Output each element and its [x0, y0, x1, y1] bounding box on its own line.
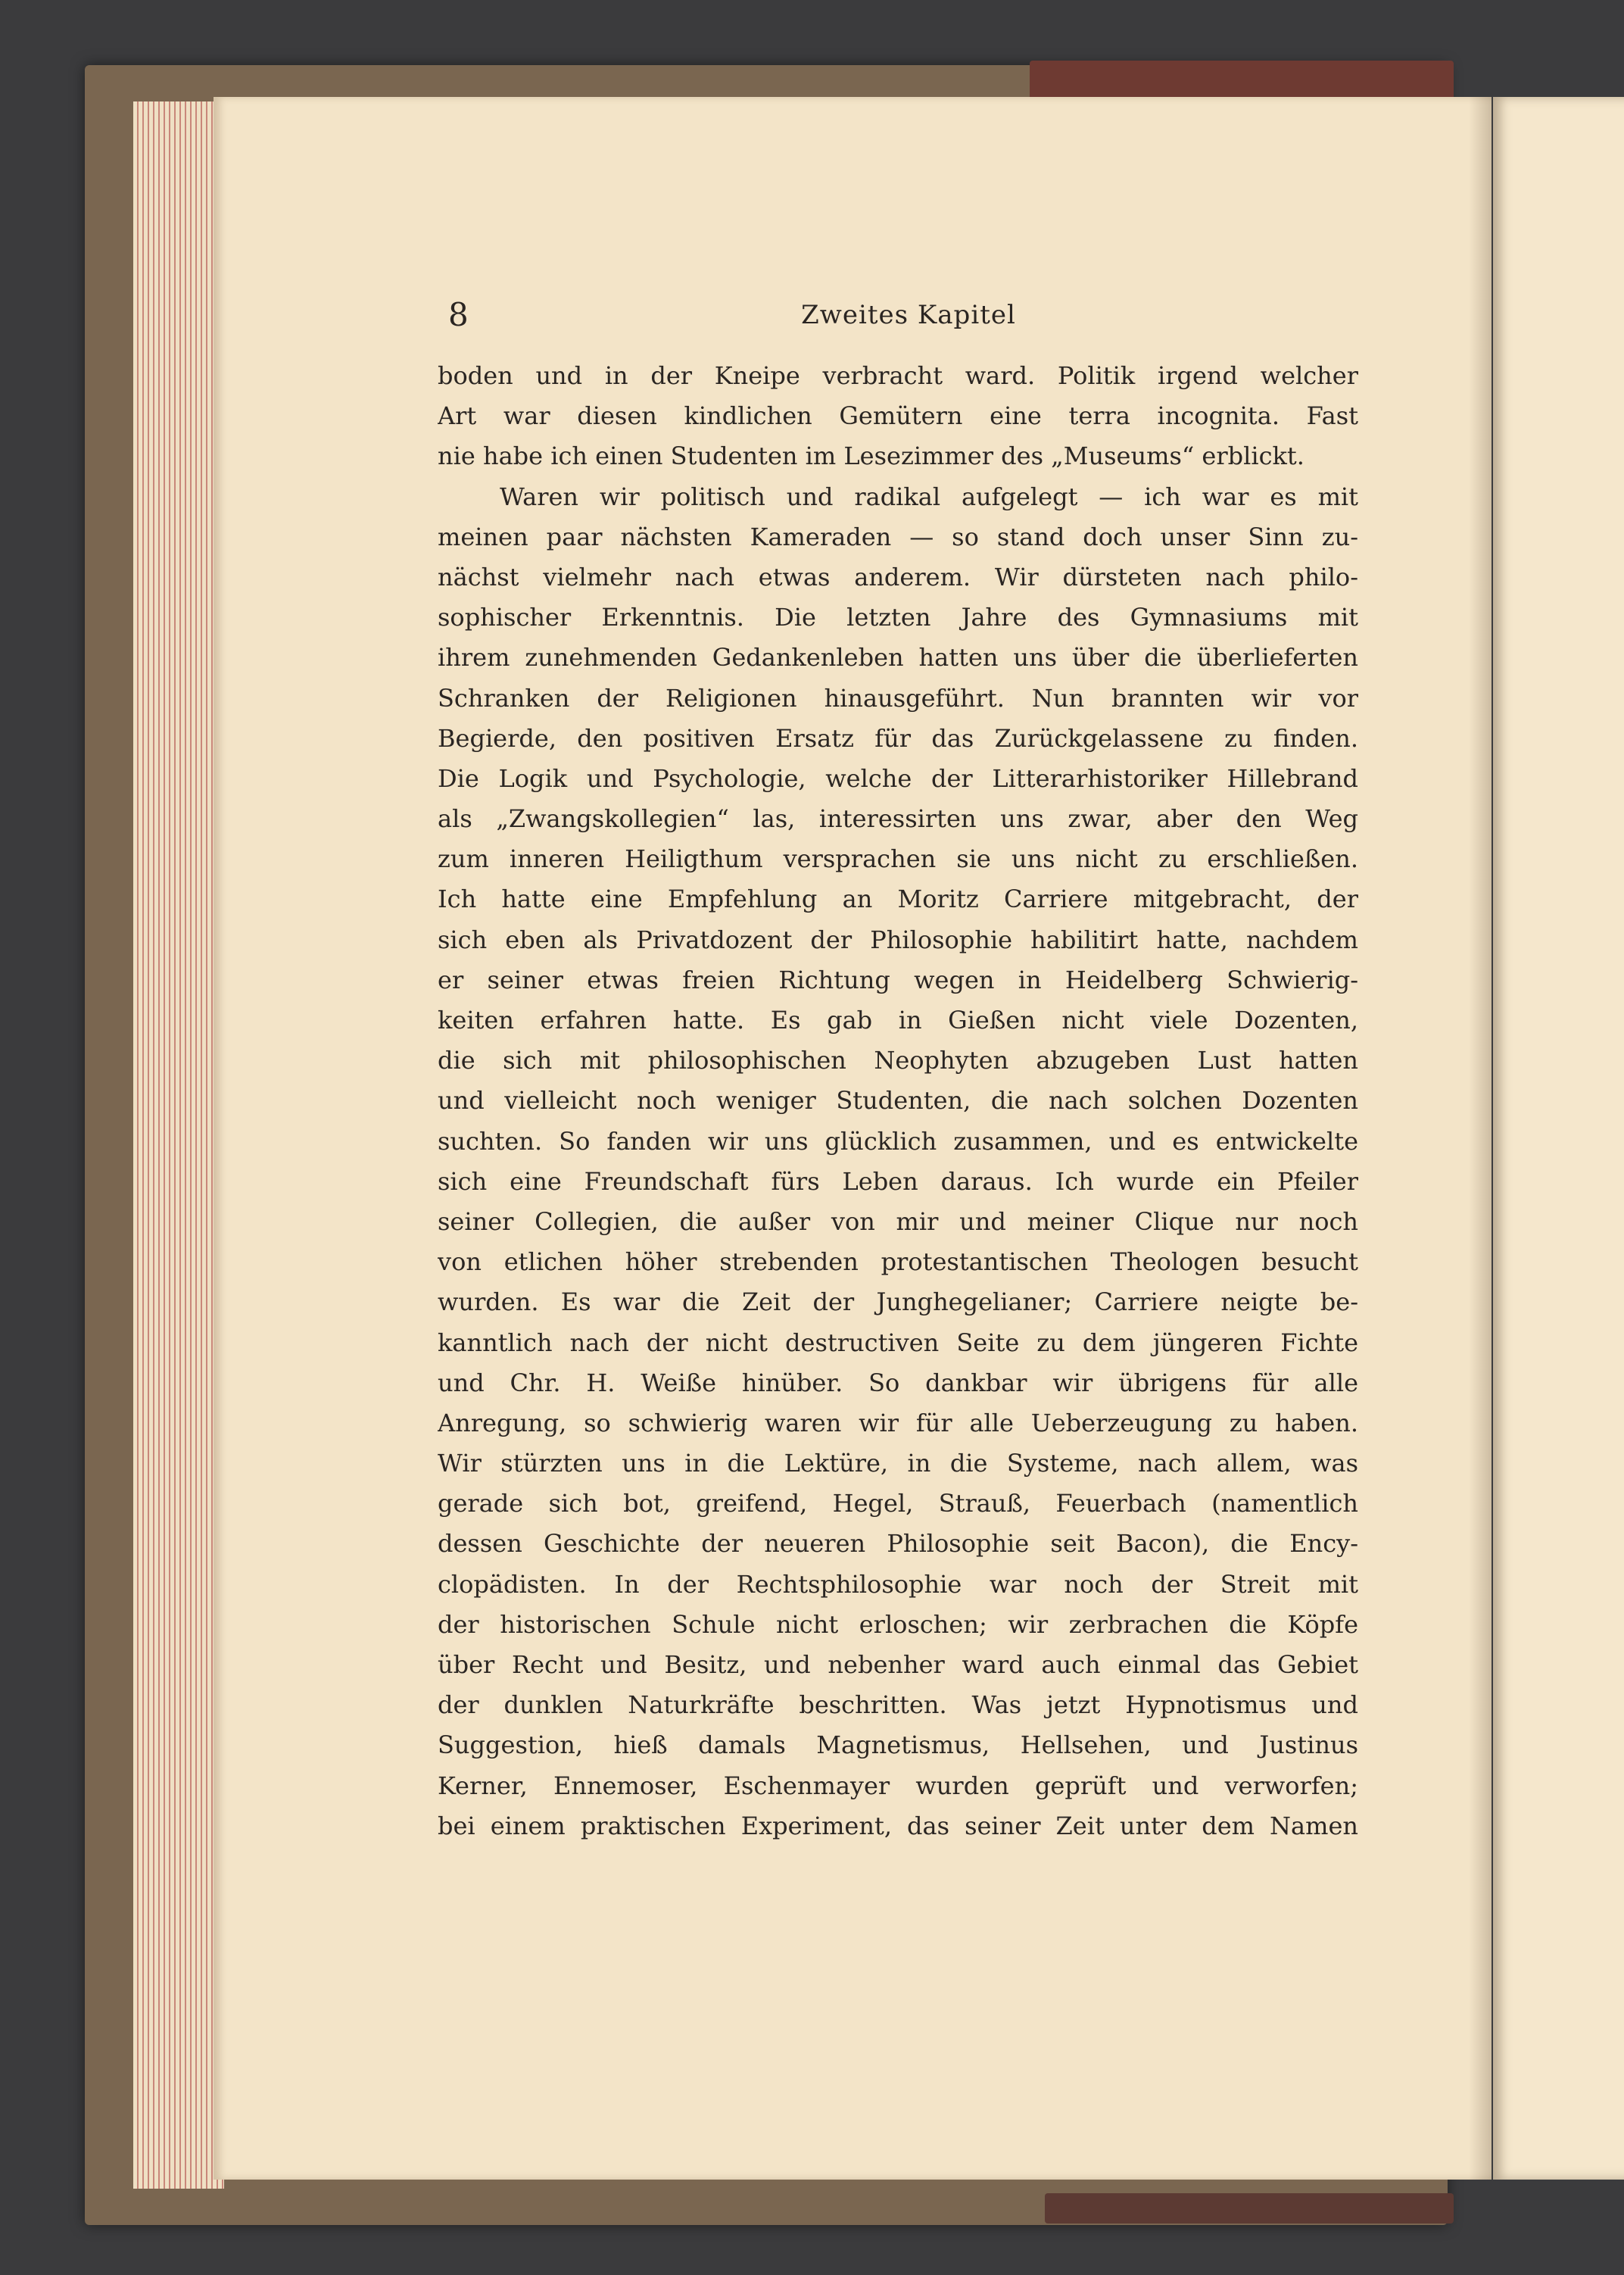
- text-line: Anregung, so schwierig waren wir für alle Ueberzeugung zu haben.: [438, 1408, 1358, 1437]
- text-line: kanntlich nach der nicht destructiven Seite zu dem jüngeren Fichte: [438, 1328, 1358, 1357]
- text-line: sophischer Erkenntnis. Die letzten Jahre des Gymnasiums mit: [438, 603, 1358, 632]
- text-line: der historischen Schule nicht erloschen; wir zerbrachen die Köpfe: [438, 1609, 1358, 1639]
- text-line: boden und in der Kneipe verbracht ward. Politik irgend welcher: [438, 361, 1358, 390]
- text-line: Kerner, Ennemoser, Eschenmayer wurden geprüft und verworfen;: [438, 1771, 1358, 1800]
- text-line: als „Zwangskollegien“ las, interessirten uns zwar, aber den Weg: [438, 804, 1358, 834]
- text-line: Schranken der Religionen hinausgeführt. Nun brannten wir vor: [438, 683, 1358, 713]
- text-line: sich eben als Privatdozent der Philosophie habilitirt hatte, nachdem: [438, 925, 1358, 954]
- page-number: 8: [448, 296, 469, 333]
- cover-corner-bottom: [1045, 2193, 1454, 2224]
- text-line: von etlichen höher strebenden protestantischen Theologen besucht: [438, 1247, 1358, 1277]
- text-line: der dunklen Naturkräfte beschritten. Was jetzt Hypnotismus und: [438, 1690, 1358, 1720]
- chapter-title: Zweites Kapitel: [801, 300, 1016, 330]
- text-line: Begierde, den positiven Ersatz für das Zurückgelassene zu finden.: [438, 723, 1358, 753]
- text-line: nächst vielmehr nach etwas anderem. Wir dürsteten nach philo-: [438, 562, 1358, 591]
- page-gutter-shade: [1469, 97, 1492, 2180]
- text-line: Wir stürzten uns in die Lektüre, in die Systeme, nach allem, was: [438, 1449, 1358, 1478]
- text-line: Suggestion, hieß damals Magnetismus, Hellsehen, und Justinus: [438, 1730, 1358, 1760]
- text-line: meinen paar nächsten Kameraden — so stand doch unser Sinn zu-: [438, 522, 1358, 551]
- text-line: die sich mit philosophischen Neophyten abzugeben Lust hatten: [438, 1046, 1358, 1075]
- text-line: nie habe ich einen Studenten im Lesezimmer des „Museums“ erblickt.: [438, 442, 1304, 471]
- text-line: Die Logik und Psychologie, welche der Litterarhistoriker Hillebrand: [438, 763, 1358, 793]
- text-line: wurden. Es war die Zeit der Junghegelianer; Carriere neigte be-: [438, 1287, 1358, 1317]
- text-line: sich eine Freundschaft fürs Leben daraus. Ich wurde ein Pfeiler: [438, 1166, 1358, 1196]
- text-line: er seiner etwas freien Richtung wegen in Heidelberg Schwierig-: [438, 965, 1358, 994]
- text-line: und Chr. H. Weiße hinüber. So dankbar wir übrigens für alle: [438, 1368, 1358, 1397]
- body-text: [438, 356, 1358, 1846]
- text-line: seiner Collegien, die außer von mir und meiner Clique nur noch: [438, 1206, 1358, 1236]
- text-line: dessen Geschichte der neueren Philosophie seit Bacon), die Ency-: [438, 1529, 1358, 1559]
- text-line: bei einem praktischen Experiment, das seiner Zeit unter dem Namen: [438, 1811, 1358, 1840]
- text-line: keiten erfahren hatte. Es gab in Gießen nicht viele Dozenten,: [438, 1006, 1358, 1035]
- text-line: Art war diesen kindlichen Gemütern eine terra incognita. Fast: [438, 401, 1358, 431]
- text-line: Ich hatte eine Empfehlung an Moritz Carriere mitgebracht, der: [438, 885, 1358, 914]
- text-line: clopädisten. In der Rechtsphilosophie war noch der Streit mit: [438, 1569, 1358, 1599]
- text-line: und vielleicht noch weniger Studenten, die nach solchen Dozenten: [438, 1086, 1358, 1116]
- text-line: gerade sich bot, greifend, Hegel, Strauß, Feuerbach (namentlich: [438, 1489, 1358, 1518]
- running-head: [448, 292, 1369, 338]
- text-line: suchten. So fanden wir uns glücklich zusammen, und es entwickelte: [438, 1126, 1358, 1156]
- text-line: Waren wir politisch und radikal aufgelegt — ich war es mit: [500, 482, 1358, 511]
- text-line: ihrem zunehmenden Gedankenleben hatten uns über die überlieferten: [438, 643, 1358, 673]
- facing-page: [1493, 97, 1624, 2180]
- cover-corner-top: [1030, 61, 1454, 100]
- page-stack-edges: [133, 101, 224, 2189]
- text-line: zum inneren Heiligthum versprachen sie uns nicht zu erschließen.: [438, 844, 1358, 874]
- text-line: über Recht und Besitz, und nebenher ward auch einmal das Gebiet: [438, 1650, 1358, 1679]
